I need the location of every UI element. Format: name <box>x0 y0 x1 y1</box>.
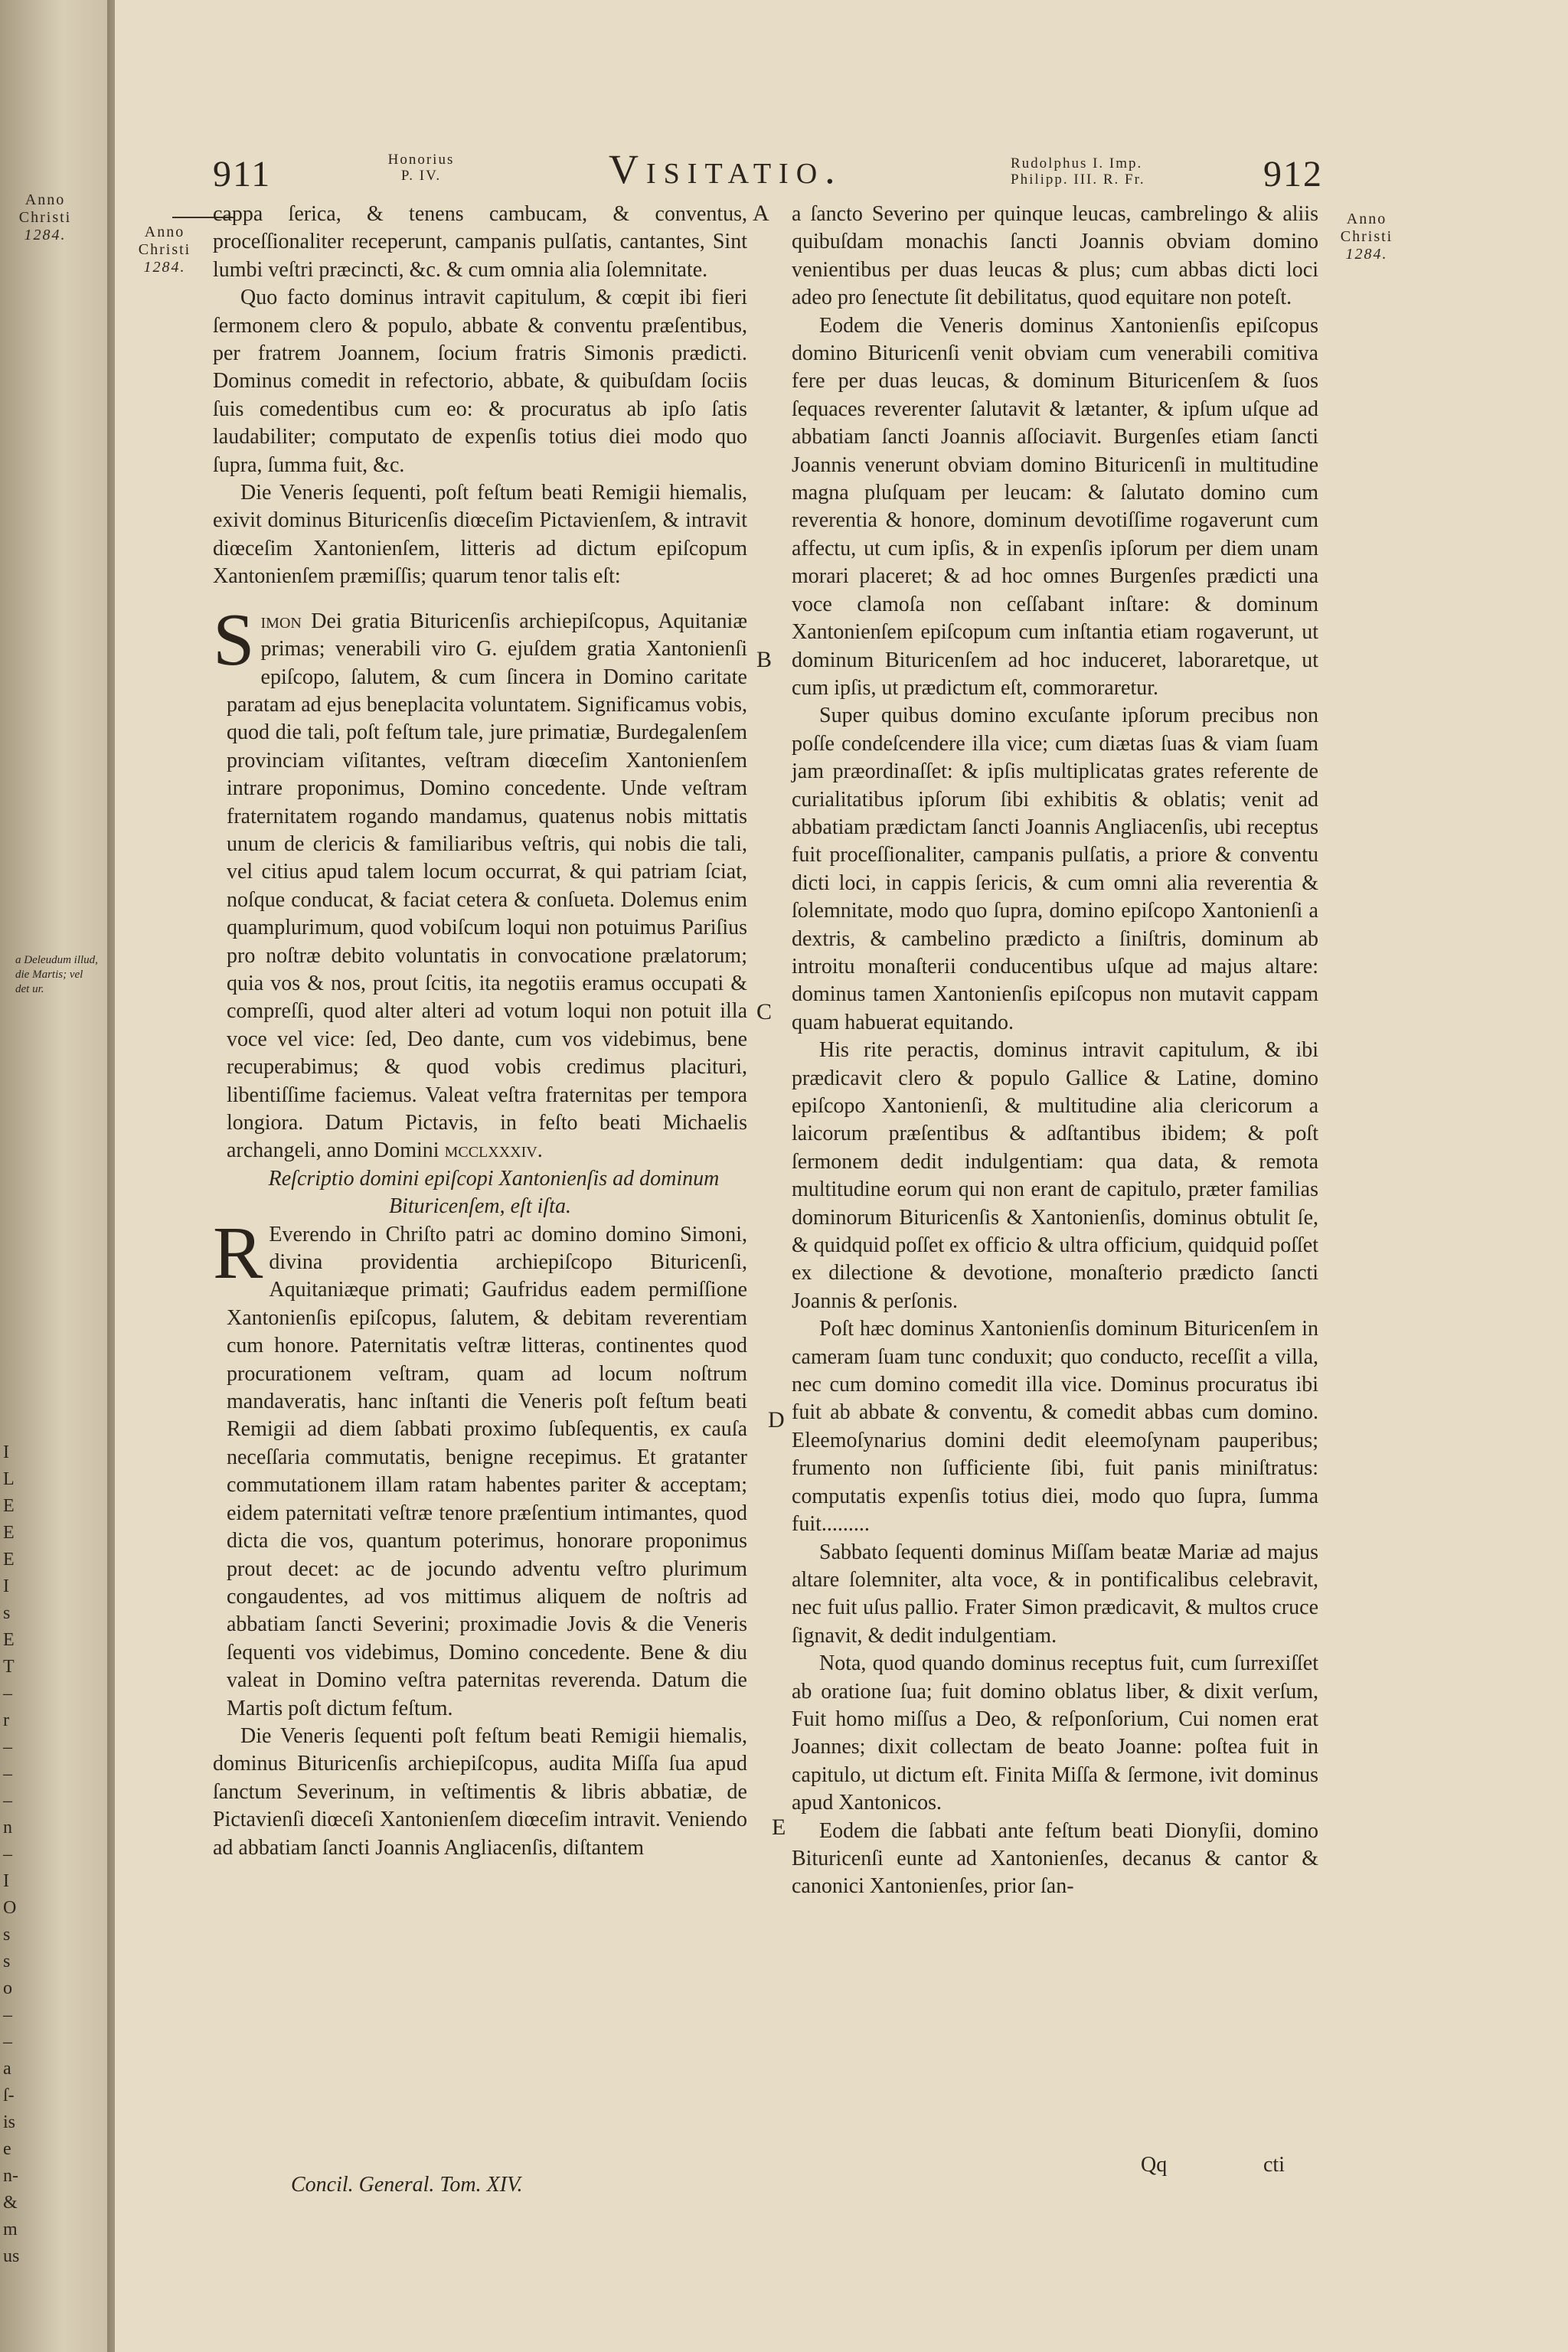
anno-christi-left <box>122 224 207 276</box>
letter-body <box>213 598 748 1165</box>
header-rulers <box>1011 155 1233 188</box>
catchword: cti <box>1263 2153 1285 2177</box>
paragraph: Poſt hæc dominus Xantonienſis dominum Bituricenſem in cameram ſuam tunc conduxit; quo conducto, receſſit a villa, nec cum domino comedit illa vice. Dominus procuratus ibi fuit ab abbate & conventu, & comedit abbas cum domino. Eleemoſynarius domini dedit eleemoſynam pauperibus; frumento non ſufficiente ſibi, fuit panis miniſtratus: computatis expenſis totius diei, modo quo ſupra, ſumma fuit......... <box>792 1317 1318 1537</box>
bleed-letter: n- <box>3 2166 18 2186</box>
bishop-reply-letter <box>213 1211 747 1723</box>
bleed-letter: s <box>3 1925 11 1945</box>
footer-volume: Concil. General. Tom. XIV. <box>291 2173 523 2197</box>
bleed-letter: O <box>3 1898 17 1918</box>
bleed-anno-line: Anno <box>24 191 66 208</box>
header-pope-line: Honorius <box>387 152 455 168</box>
bleed-letter: o <box>3 1978 12 1998</box>
section-letter-c: C <box>756 999 773 1024</box>
letter-text: Dei gratia Bituricenſis archiepiſcopus, Aquitaniæ primas; venerabili viro G. ejuſdem gratia Xantonienſi epiſcopo, ſalutem, & cum ſincera in Domino caritate paratam ad ejus beneplacita voluntatem. Significamus vobis, quod die tali, poſt feſtum tale, jure primatiæ, Burdegalenſem provinciam viſitantes, veſtram diœceſim Xantonienſem intrare proponimus, Domino concedente. Unde veſtram fraternitatem rogando mandamus, quatenus nobis mittatis unum de clericis & familiaribus veſtris, qui nobis die tali, vel citius apud talem locum occurrat, & qui patriam ſciat, noſque conducat, & faciat cetera & conſueta. Dolemus enim quamplurimum, quod vobiſcum loqui non potuimus Pariſius pro noſtræ debito voluntatis in convocatione prælatorum; quia vos & nos, prout ſcitis, ita negotiis eramus occupati & compreſſi, quod alter alteri ad votum loqui non potuit illa voce vel vice: ſed, Deo dante, cum vos videbimus, bene recuperabimus; & quod vobis credimus placituri, libentiſſime faciemus. Valeat veſtra fraternitas per tempora longiora. Datum Pictavis, in feſto beati Michaelis archangeli, anno Domini <box>227 609 748 1163</box>
section-letter-d: D <box>768 1407 785 1432</box>
anno-christi-right <box>1317 211 1416 263</box>
bleed-letter: – <box>3 1791 12 1811</box>
header-rulers-line: Philipp. III. R. Fr. <box>1011 172 1145 188</box>
bleed-letter: E <box>3 1523 15 1543</box>
paragraph: Quo facto dominus intravit capitulum, & cœpit ibi fieri ſermonem clero & populo, abbate & conventu præſentibus, per fratrem Joannem, ſocium fratris Simonis prædicti. Dominus comedit in refectorio, abbate, & quibuſdam ſociis ſuis comedentibus cum eo: & procuratus ab ipſo ſatis laudabiliter; computato de expenſis totius diei modo quo ſupra, ſumma fuit, &c. <box>213 286 747 477</box>
letter-body: Everendo in Chriſto patri ac domino domino Simoni, divina providentia archiepiſcopo Bituricenſi, Aquitaniæque primati; Gaufridus eadem permiſſione Xantonienſis epiſcopus, ſalutem, & debitam reverentiam cum honore. Paternitatis veſtræ litteras, continentes quod procurationem veſtram, quam ad locum noſtrum mandaveratis, hanc inſtanti die Veneris poſt feſtum beati Remigii ad diem ſabbati proximo ſubſequentis, ex cauſa neceſſaria commutatis, benigne recepimus. Et gratanter commutationem illam ratam habentes pariter & acceptam; eidem paternitati veſtræ tenore præſentium intimantes, quod dicta die vos, quantum poterimus, honorare proponimus prout decet: ac de jocundo adventu veſtro plurimum congaudentes, ad vos mittimus aliquem de noſtris ad abbatiam ſancti Severini; proximadie Jovis & die Veneris ſequenti vos videbimus, Domino concedente. Bene & diu valeat in Domino veſtra paternitas reverenda. Datum die Martis poſt dictum feſtum. <box>227 1222 747 1720</box>
paragraph: Sabbato ſequenti dominus Miſſam beatæ Mariæ ad majus altare ſolemniter, alta voce, & in pontificalibus celebravit, nec fuit uſus pallio. Frater Simon prædicavit, & multos cruce ſignavit, & dedit indulgentiam. <box>792 1540 1318 1648</box>
bleed-letter: us <box>3 2246 20 2266</box>
bleed-letter: a <box>3 2059 11 2079</box>
bleed-letter: m <box>3 2220 18 2239</box>
bleed-anno-line: Christi <box>18 209 72 226</box>
bleed-letter: e <box>3 2139 11 2159</box>
reply-heading: Reſcriptio domini epiſcopi Xantonienſis ad dominum Bituricenſem, eſt iſta. <box>268 1166 720 1219</box>
paragraph: Nota, quod quando dominus receptus fuit, cum ſurrexiſſet ab oratione ſua; fuit domino oblatus liber, & dixit verſum, Fuit homo miſſus a Deo, & reſponſorium, Cui nomen erat Joannes; dixit collectam de beato Joanne: poſtea fuit in capitulo, ut dictum eſt. Finita Miſſa & ſermone, ivit dominus apud Xantonicos. <box>792 1651 1318 1815</box>
bleed-anno-line: 1284. <box>24 227 67 243</box>
left-text-column <box>213 201 747 1862</box>
bleed-letter-column <box>3 1439 34 2270</box>
bleed-letter: – <box>3 1737 12 1757</box>
paragraph: Eodem die ſabbati ante feſtum beati Dionyſii, domino Bituricenſi eunte ad Xantonienſes, decanus & cantor & canonici Xantonienſes, prior ſan- <box>792 1818 1318 1899</box>
bleed-letter: r <box>3 1710 9 1730</box>
bleed-letter: I <box>3 1576 9 1596</box>
drop-cap-s: S <box>213 598 255 681</box>
paragraph: Die Veneris ſequenti, poſt feſtum beati Remigii hiemalis, exivit dominus Bituricenſis diœceſim Pictavienſem, & intravit diœceſim Xantonienſem, litteris ad dictum epiſcopum Xantonienſem præmiſſis; quarum tenor talis eſt: <box>213 481 747 589</box>
paragraph: Die Veneris ſequenti poſt feſtum beati Remigii hiemalis, dominus Bituricenſis archiepiſcopus, audita Miſſa ſua apud ſanctum Severinum, in veſtimentis & libris abbatiæ, de Pictavienſi diœceſi Xantonienſem diœceſim intravit. Veniendo ad abbatiam ſancti Joannis Angliacenſis, diſtantem <box>213 1723 747 1860</box>
bleed-letter: s <box>3 1603 11 1623</box>
section-letter-e: E <box>772 1815 786 1840</box>
anno-line: Anno <box>144 224 185 240</box>
bleed-letter: ſ- <box>3 2086 15 2105</box>
bleed-letter: – <box>3 2005 12 2025</box>
bleed-letter: – <box>3 1764 12 1784</box>
anno-line: 1284. <box>1345 246 1388 263</box>
page-number-left: 911 <box>213 154 272 194</box>
bleed-letter: & <box>3 2193 18 2213</box>
bleed-margin-note: a Deleudum illud, die Martis; vel det ur. <box>15 954 98 995</box>
bleed-letter: – <box>3 2032 12 2052</box>
bleed-letter: E <box>3 1630 15 1650</box>
paragraph: His rite peractis, dominus intravit capitulum, & ibi prædicavit clero & populo Gallice & Latine, domino epiſcopo Xantonienſi, & multitudine alia clericorum a laicorum præſentibus & adſtantibus ibidem; & poſt ſermonem dedit indulgentiam: qua data, & remota multitudine eorum qui non erant de capitulo, præter familias dominorum Bituricenſis & Xantonienſis, dominus obtulit ſe, & quidquid poſſet ex officio & ultra officium, quidquid poſſet ex dilectione & devotione, monaſterio prædicto ſancti Joannis & perſonis. <box>792 1038 1318 1313</box>
header-pope-line: P. IV. <box>400 168 442 184</box>
bleed-letter: E <box>3 1496 15 1516</box>
anno-line: Christi <box>1340 228 1393 245</box>
bleed-letter: E <box>3 1550 15 1570</box>
letter-year: mcclxxxiv. <box>444 1138 543 1163</box>
section-letter-b: B <box>756 647 773 672</box>
paragraph: cappa ſerica, & tenens cambucam, & conventus, proceſſionaliter receperunt, campanis pulſatis, cantantes, Sint lumbi veſtri præcincti, &c. & cum omnia alia ſolemnitate. <box>213 202 747 282</box>
bleed-letter: I <box>3 1442 9 1462</box>
bleed-letter: L <box>3 1469 15 1489</box>
paragraph: Eodem die Veneris dominus Xantonienſis epiſcopus domino Bituricenſi venit obviam cum venerabili comitiva fere per duas leucas, & dominum Bituricenſem & ſuos ſequaces reverenter ſalutavit & lætanter, & ipſum uſque ad abbatiam ſancti Joannis aſſociavit. Burgenſes etiam ſancti Joannis venerunt obviam domino Bituricenſi in multitudine magna pluſquam per leucam: & ſalutato domino cum reverentia & honore, dominum devotiſſime rogaverunt cum affectu, ut cum ipſis, & in expenſis ipſorum per diem unam morari placeret; & ad hoc omnes Burgenſes prædicti una voce clamoſa non ceſſabant inſtare: & dominum Xantonienſem epiſcopum cum inſtantia etiam rogaverunt, ut dominum Bituricenſem ad hoc induceret, laboraretque, ut cum ipſis, ut prædictum eſt, commoraretur. <box>792 313 1318 700</box>
quotation-marks-column <box>198 0 219 2352</box>
bleed-letter: – <box>3 1844 12 1864</box>
letter-salutation-name: imon <box>260 609 302 633</box>
page-number-right: 912 <box>1263 154 1323 194</box>
anno-line: Anno <box>1346 211 1387 227</box>
facing-page-edge <box>0 0 115 2352</box>
signature-mark: Qq <box>1141 2153 1168 2177</box>
right-text-column <box>792 201 1318 1901</box>
bleed-letter: s <box>3 1952 11 1971</box>
bleed-letter: – <box>3 1684 12 1704</box>
anno-line: 1284. <box>143 259 186 276</box>
bleed-letter: n <box>3 1818 12 1838</box>
header-rulers-line: Rudolphus I. Imp. <box>1011 155 1143 172</box>
paragraph: Super quibus domino excuſante ipſorum precibus non poſſe condeſcendere illa vice; cum diætas ſuas & viam ſuam jam præordinaſſet: & ipſis multiplicatas grates referente de curialitatibus ipſorum ſibi exhibitis & oblatis; venit ad abbatiam prædictam ſancti Joannis Angliacenſis, ubi receptus fuit proceſſionaliter, campanis pulſatis, a priore & conventu dicti loci, in cappis ſericis, & cum omni alia reverentia & ſolemnitate, modo quo ſupra, domino epiſcopo Xantonienſi a dextris, & cambelino prædicto a ſiniſtris, dominum ab introitu monaſterii conducentibus uſque ad majus altare: dominus tamen Xantonienſis epiſcopus non mutavit cappam quam habuerat equitando. <box>792 704 1318 1034</box>
bleed-anno-christi <box>3 191 87 244</box>
header-pope <box>364 152 479 184</box>
section-letter-a: A <box>753 201 769 226</box>
bleed-letter: I <box>3 1871 9 1891</box>
running-title: Visitatio. <box>609 146 843 192</box>
paragraph: a ſancto Severino per quinque leucas, cambrelingo & aliis quibuſdam monachis ſancti Joannis obviam domino venientibus per duas leucas & plus; cum abbas dicti loci adeo pro ſenectute ſit debilitatus, quod equitare non poteſt. <box>792 202 1318 310</box>
archbishop-letter <box>213 598 748 1165</box>
bleed-letter: T <box>3 1657 15 1677</box>
drop-cap-r: R <box>213 1211 263 1295</box>
anno-line: Christi <box>138 241 191 258</box>
bleed-letter: is <box>3 2112 16 2132</box>
